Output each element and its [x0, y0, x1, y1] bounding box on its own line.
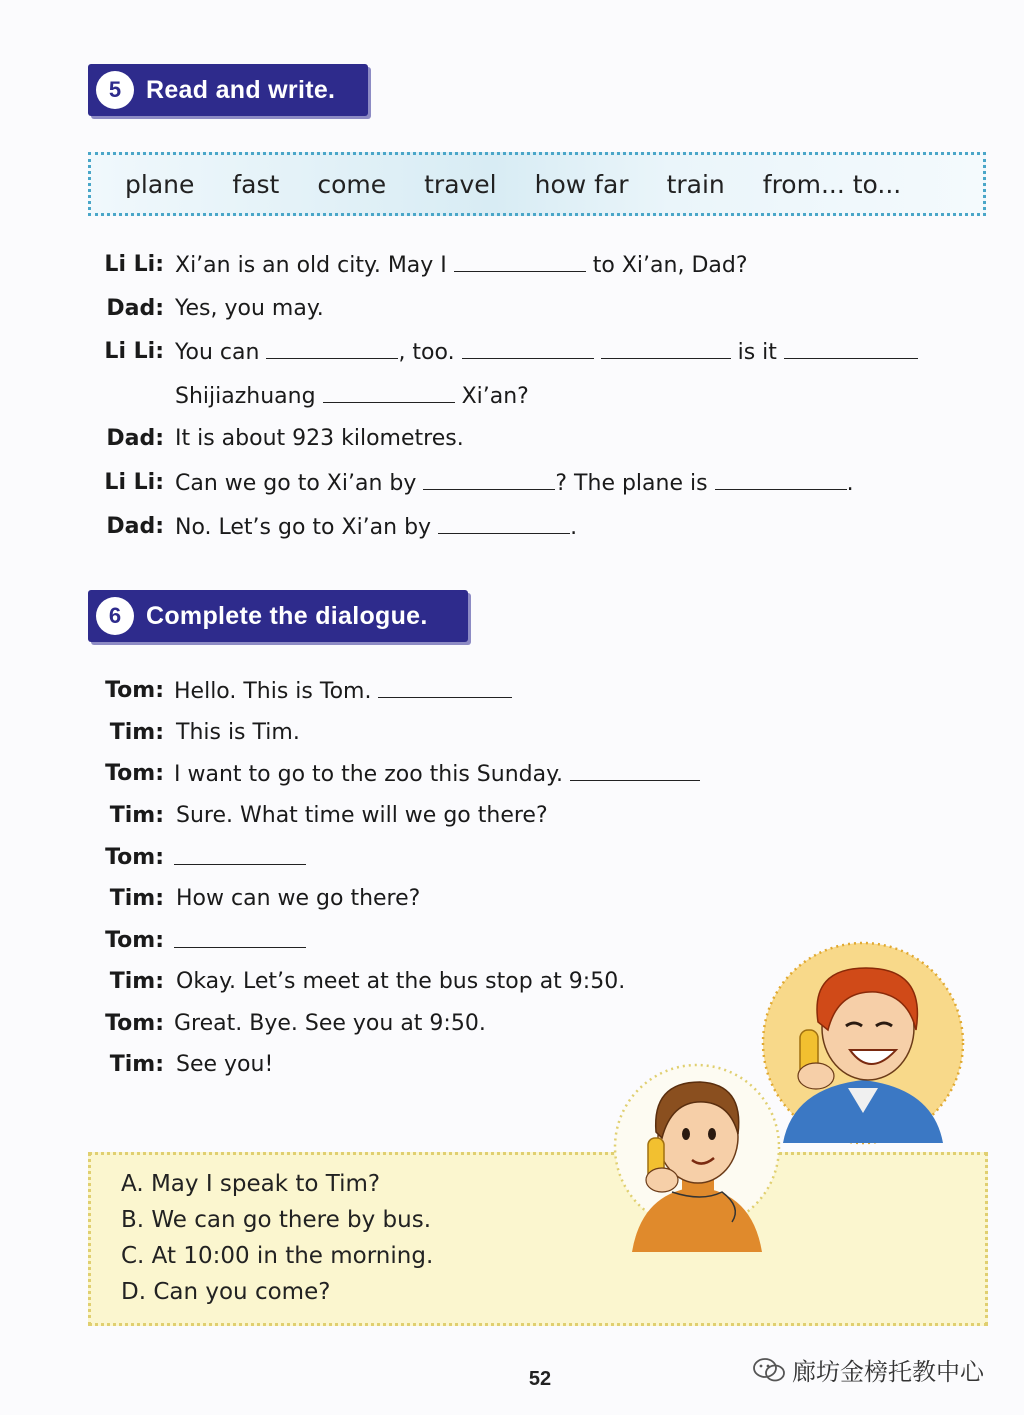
line-text-part: Hello. This is Tom. [174, 679, 372, 704]
speaker-label: Tim: [109, 1052, 164, 1077]
answer-blank[interactable] [423, 470, 555, 490]
answer-blank[interactable] [174, 928, 306, 948]
boy-on-phone-red-hair-illustration [758, 938, 968, 1148]
answer-blank[interactable] [784, 339, 918, 359]
answer-blank[interactable] [378, 678, 512, 698]
word-bank-item: come [317, 169, 387, 199]
line-text: Okay. Let’s meet at the bus stop at 9:50. [176, 969, 626, 994]
word-bank-item: from... to... [762, 169, 902, 199]
answer-option: D. Can you come? [121, 1279, 331, 1305]
answer-blank[interactable] [454, 252, 586, 272]
line-text: Great. Bye. See you at 9:50. [174, 1011, 486, 1036]
section-5-title: Read and write. [146, 75, 336, 104]
line-text [175, 339, 918, 365]
answer-options-box [88, 1152, 988, 1326]
answer-blank[interactable] [462, 339, 594, 359]
speaker-label: Dad: [106, 296, 164, 321]
line-text-part: No. Let’s go to Xi’an by [175, 515, 432, 540]
line-text [175, 470, 854, 496]
line-text: Yes, you may. [175, 296, 324, 321]
boy-on-phone-brown-hair-illustration [612, 1042, 782, 1252]
watermark-text: 廊坊金榜托教中心 [792, 1358, 984, 1386]
word-bank [88, 152, 986, 216]
section-6-number: 6 [96, 597, 134, 635]
section-6-title: Complete the dialogue. [146, 601, 428, 630]
line-text-part: You can [175, 340, 260, 365]
answer-blank[interactable] [174, 845, 306, 865]
answer-option: A. May I speak to Tim? [121, 1171, 381, 1197]
answer-blank[interactable] [570, 761, 700, 781]
speaker-label: Tim: [109, 886, 164, 911]
speaker-label: Tim: [109, 969, 164, 994]
line-text-part: Xi’an? [461, 384, 529, 409]
answer-blank[interactable] [438, 514, 570, 534]
section-5-number: 5 [96, 71, 134, 109]
line-text: It is about 923 kilometres. [175, 426, 464, 451]
speaker-label: Tim: [109, 803, 164, 828]
line-text [175, 514, 577, 540]
line-text-part: . [846, 471, 854, 496]
line-text-part: I want to go to the zoo this Sunday. [174, 762, 563, 787]
line-text [175, 252, 748, 278]
line-text-part: Can we go to Xi’an by [175, 471, 417, 496]
line-text: How can we go there? [176, 886, 421, 911]
page-number: 52 [528, 1368, 552, 1390]
answer-option: C. At 10:00 in the morning. [121, 1243, 434, 1269]
line-text-part: Shijiazhuang [175, 384, 316, 409]
speaker-label: Tom: [105, 761, 164, 786]
line-text: Sure. What time will we go there? [176, 803, 548, 828]
line-text [175, 383, 529, 409]
line-text [174, 761, 700, 787]
answer-blank[interactable] [601, 339, 731, 359]
section-6-header [88, 590, 468, 642]
speaker-label: Dad: [106, 514, 164, 539]
answer-blank[interactable] [715, 470, 847, 490]
speaker-label: Dad: [106, 426, 164, 451]
word-bank-item: fast [232, 169, 280, 199]
line-text-part: is it [737, 340, 777, 365]
wechat-icon [752, 1357, 786, 1383]
line-text-part: Xi’an is an old city. May I [175, 253, 447, 278]
word-bank-item: plane [125, 169, 195, 199]
answer-blank[interactable] [266, 339, 398, 359]
speaker-label: Tom: [105, 1011, 164, 1036]
line-text-part: , too. [398, 340, 455, 365]
word-bank-item: train [666, 169, 725, 199]
line-text: This is Tim. [176, 720, 300, 745]
answer-option: B. We can go there by bus. [121, 1207, 432, 1233]
speaker-label: Tim: [109, 720, 164, 745]
word-bank-item: how far [534, 169, 629, 199]
answer-blank[interactable] [323, 383, 455, 403]
line-text-part: to Xi’an, Dad? [592, 253, 748, 278]
speaker-label: Tom: [105, 928, 164, 953]
watermark [752, 1352, 984, 1387]
speaker-label: Tom: [105, 845, 164, 870]
speaker-label: Li Li: [104, 339, 164, 364]
section-5-header [88, 64, 368, 116]
line-text [174, 928, 306, 954]
word-bank-item: travel [424, 169, 497, 199]
line-text-part: . [570, 515, 578, 540]
line-text [174, 678, 512, 704]
line-text: See you! [176, 1052, 274, 1077]
line-text-part: ? The plane is [555, 471, 708, 496]
speaker-label: Tom: [105, 678, 164, 703]
line-text [174, 845, 306, 871]
speaker-label: Li Li: [104, 470, 164, 495]
speaker-label: Li Li: [104, 252, 164, 277]
